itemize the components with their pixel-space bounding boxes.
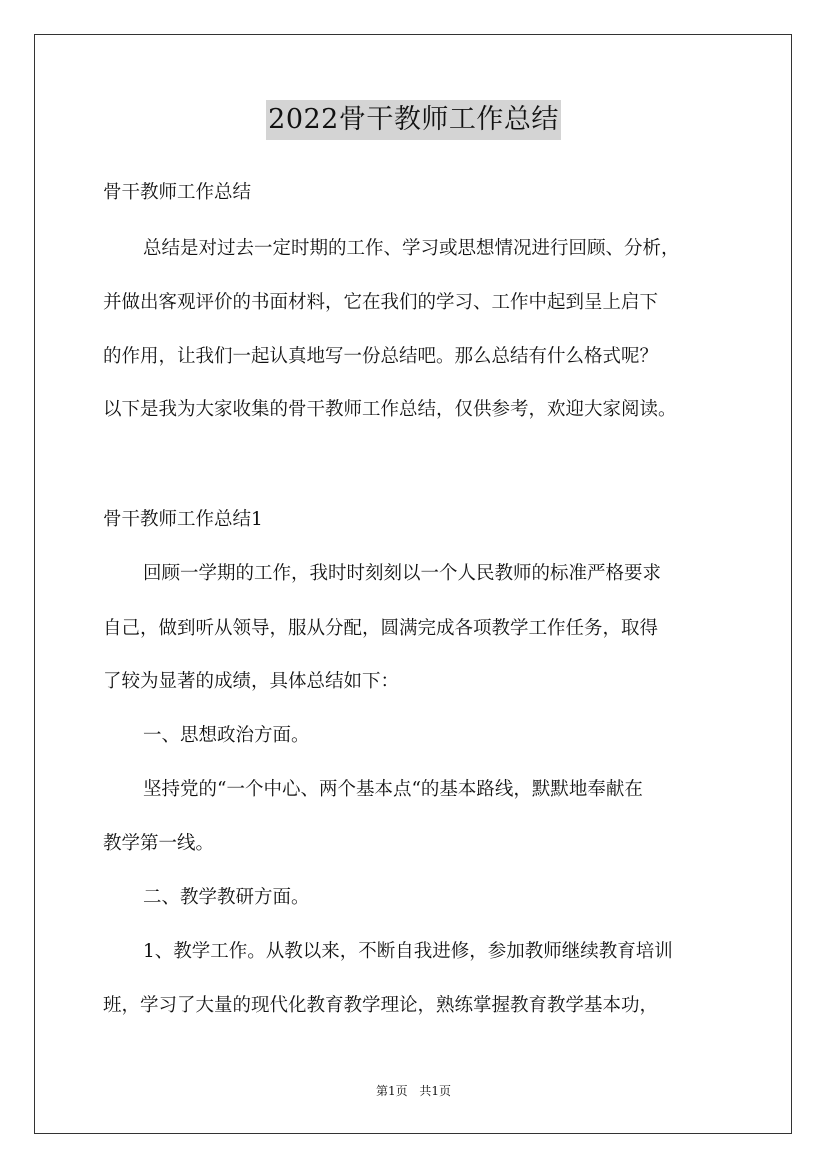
section-heading: 骨干教师工作总结1 (103, 509, 263, 530)
paragraph-line: 总结是对过去一定时期的工作、学习或思想情况进行回顾、分析， (143, 238, 680, 259)
paragraph-line: 并做出客观评价的书面材料，它在我们的学习、工作中起到呈上启下 (103, 292, 659, 313)
title-container (0, 100, 827, 140)
paragraph-line: 班，学习了大量的现代化教育教学理论，熟练掌握教育教学基本功， (103, 995, 659, 1016)
paragraph-line: 的作用，让我们一起认真地写一份总结吧。那么总结有什么格式呢？ (103, 346, 659, 367)
paragraph-line: 自己，做到听从领导，服从分配，圆满完成各项教学工作任务，取得 (103, 618, 659, 639)
paragraph-line: 教学第一线。 (103, 833, 215, 854)
paragraph-line: 了较为显著的成绩，具体总结如下： (103, 671, 400, 692)
paragraph-line: 以下是我为大家收集的骨干教师工作总结，仅供参考，欢迎大家阅读。 (103, 399, 677, 420)
subheading-line: 二、教学教研方面。 (143, 887, 310, 908)
section-heading: 骨干教师工作总结 (103, 182, 252, 203)
paragraph-line: 1、教学工作。从教以来，不断自我进修，参加教师继续教育培训 (143, 941, 673, 962)
page-number: 第1页 (375, 1084, 408, 1098)
subheading-line: 一、思想政治方面。 (143, 725, 310, 746)
paragraph-line: 回顾一学期的工作，我时时刻刻以一个人民教师的标准严格要求 (143, 563, 662, 584)
document-title: 2022骨干教师工作总结 (266, 100, 561, 140)
page-footer (0, 1083, 827, 1099)
paragraph-line: 坚持党的“一个中心、两个基本点“的基本路线，默默地奉献在 (143, 779, 643, 800)
page-total: 共1页 (419, 1084, 452, 1098)
